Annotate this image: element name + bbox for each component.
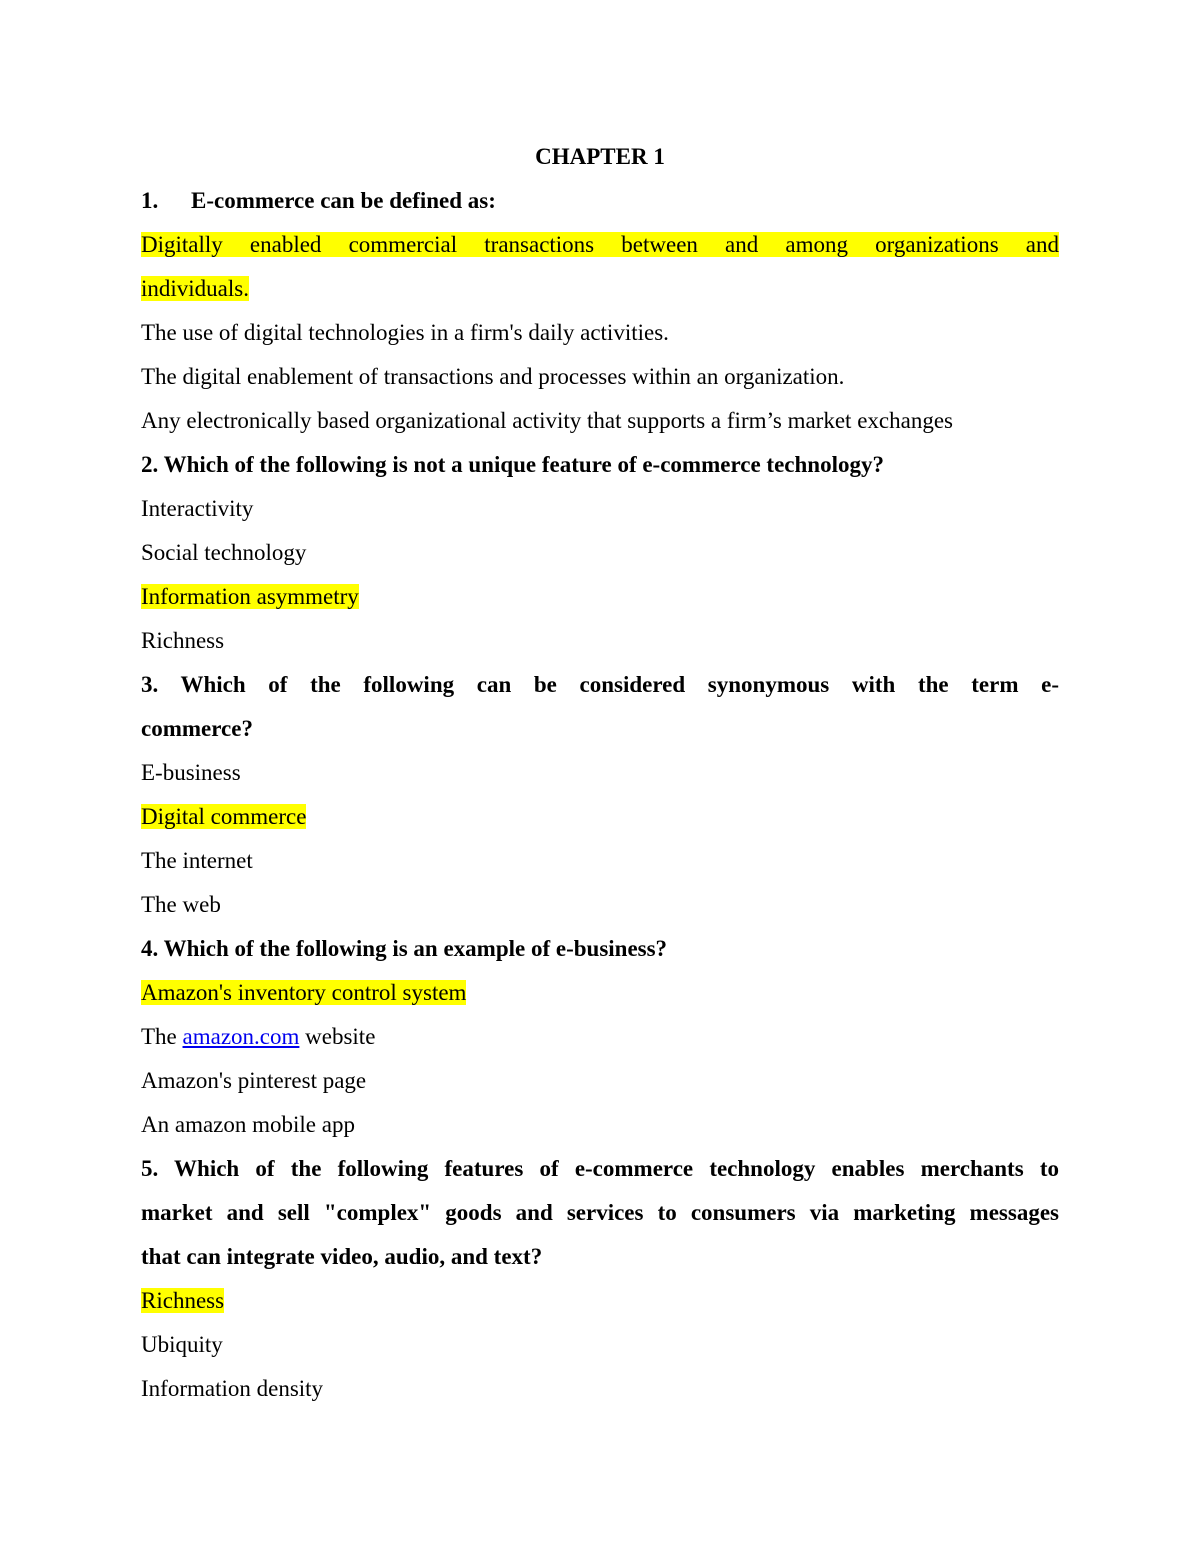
question-3-continued: commerce? [141, 716, 253, 741]
answer-option-correct [141, 971, 1059, 1015]
amazon-link[interactable]: amazon.com [182, 1024, 300, 1049]
question-5: 5. Which of the following features of e-commerce technology enables merchants to [141, 1156, 1059, 1181]
answer-option: The internet [141, 848, 253, 873]
answer-option-correct [141, 575, 1059, 619]
answer-option: The digital enablement of transactions and processes within an organization. [141, 364, 845, 389]
answer-option: Richness [141, 628, 225, 653]
answer-option: The use of digital technologies in a firm's daily activities. [141, 320, 669, 345]
highlighted-answer: Information asymmetry [141, 584, 359, 609]
answer-option: The web [141, 892, 221, 917]
answer-option-correct [141, 795, 1059, 839]
answer-option: Social technology [141, 540, 307, 565]
question-5-continued: that can integrate video, audio, and text? [141, 1244, 543, 1269]
answer-option-correct [141, 223, 1059, 267]
highlighted-answer: individuals. [141, 276, 249, 301]
answer-option-correct-continued [141, 267, 1059, 311]
option-prefix: The [141, 1024, 183, 1049]
highlighted-answer: Digital commerce [141, 804, 307, 829]
document-body [141, 135, 1059, 1411]
option-suffix: website [299, 1024, 376, 1049]
highlighted-answer: Amazon's inventory control system [141, 980, 467, 1005]
highlighted-answer: Richness [141, 1288, 225, 1313]
answer-option: Interactivity [141, 496, 254, 521]
answer-option [141, 1015, 1059, 1059]
question-3: 3. Which of the following can be considered synonymous with the term e- [141, 672, 1059, 697]
answer-option: Any electronically based organizational activity that supports a firm’s market exchanges [141, 408, 953, 433]
answer-option: An amazon mobile app [141, 1112, 355, 1137]
question-5-continued: market and sell "complex" goods and services to consumers via marketing messages [141, 1200, 1059, 1225]
answer-option: Information density [141, 1376, 324, 1401]
question-2: 2. Which of the following is not a unique feature of e-commerce technology? [141, 452, 884, 477]
answer-option: E-business [141, 760, 241, 785]
question-text: E-commerce can be defined as: [191, 188, 496, 213]
answer-option-correct [141, 1279, 1059, 1323]
answer-option: Amazon's pinterest page [141, 1068, 367, 1093]
highlighted-answer: Digitally enabled commercial transactions between and among organizations and [141, 232, 1059, 257]
question-number: 1. [141, 188, 159, 213]
answer-option: Ubiquity [141, 1332, 223, 1357]
question-4: 4. Which of the following is an example of e-business? [141, 936, 668, 961]
chapter-title: CHAPTER 1 [535, 144, 665, 169]
question-1 [141, 179, 1059, 223]
